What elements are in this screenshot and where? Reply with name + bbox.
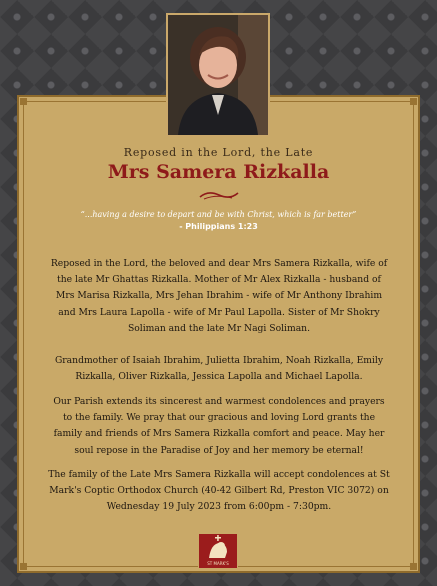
paragraph-grandchildren: Grandmother of Isaiah Ibrahim, Julietta Ibrahim, Noah Rizkalla, Emily Rizkalla, Oliver Rizkalla, Jessica Lapolla and Michael Lapolla. (54, 355, 384, 383)
corner-ornament (20, 98, 27, 105)
church-logo (198, 533, 238, 569)
corner-ornament (410, 98, 417, 105)
deceased-name: Mrs Samera Rizkalla (107, 161, 330, 183)
logo-text: ST MARK'S (207, 561, 229, 566)
paragraph-family: Reposed in the Lord, the beloved and dear Mrs Samera Rizkalla, wife of the late Mr Ghattas Rizkalla. Mother of Mr Alex Rizkalla - husband of Mrs Marisa Rizkalla, Mrs Jehan Ibrahim - wife of Mr Anthony Ibrahim and Mrs Laura Lapolla - wife of Mr Paul Lapolla. Sister of Mr Shokry Soliman and the late Mr Nagi Soliman. (50, 258, 388, 334)
portrait-photo (166, 13, 270, 137)
paragraph-condolences: Our Parish extends its sincerest and warmest condolences and prayers to the family. We pray that our gracious and loving Lord grants the family and friends of Mrs Samera Rizkalla comfort and peace. May her soul repose in the Paradise of Joy and her memory be eternal! (53, 396, 385, 456)
flourish-ornament (198, 188, 240, 202)
scripture-reference: - Philippians 1:23 (179, 222, 258, 231)
subtitle: Reposed in the Lord, the Late (123, 146, 314, 159)
corner-ornament (20, 563, 27, 570)
paragraph-service-details: The family of the Late Mrs Samera Rizkalla will accept condolences at St Mark's Coptic Orthodox Church (40-42 Gilbert Rd, Preston VIC 3072) on Wednesday 19 July 2023 from 6:00pm - 7:30pm. (48, 469, 390, 513)
scripture-quote: “...having a desire to depart and be with Christ, which is far better” (80, 210, 357, 219)
corner-ornament (410, 563, 417, 570)
